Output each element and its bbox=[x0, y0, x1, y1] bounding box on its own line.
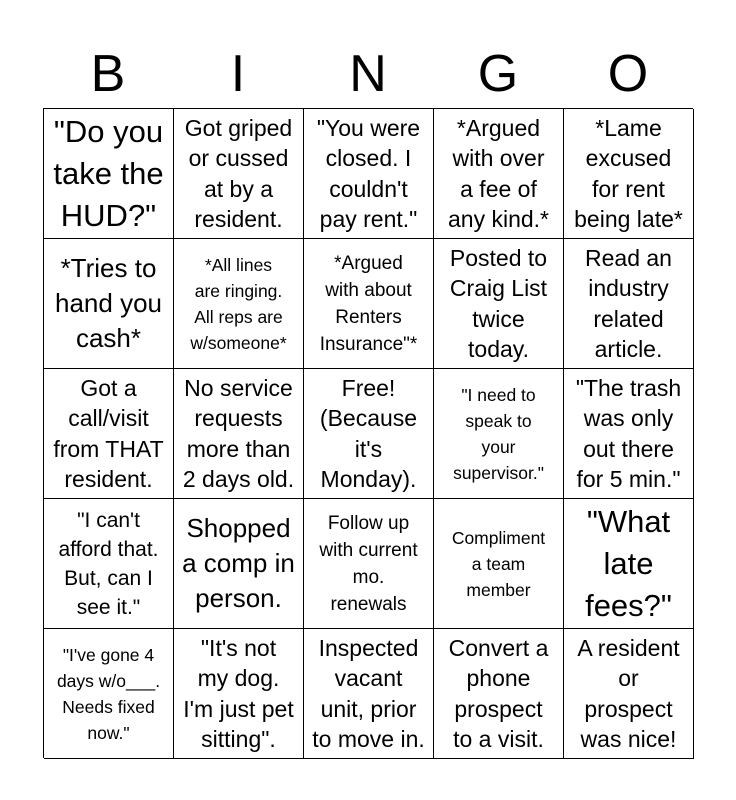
bingo-grid bbox=[43, 108, 693, 758]
header-letter-g: G bbox=[477, 45, 519, 103]
bingo-cell-text: *All lines are ringing. All reps are w/someone* bbox=[190, 254, 287, 353]
bingo-cell-text: Posted to Craig List twice today. bbox=[449, 244, 548, 362]
bingo-cell-text: Follow up with current mo. renewals bbox=[319, 512, 418, 615]
bingo-cell-r5c4[interactable] bbox=[434, 629, 564, 759]
header-letter-i: I bbox=[230, 45, 246, 103]
bingo-cell-r2c2[interactable] bbox=[174, 239, 304, 369]
bingo-cell-text: "I've gone 4 days w/o___. Needs fixed now." bbox=[56, 644, 161, 743]
bingo-cell-r5c3[interactable] bbox=[304, 629, 434, 759]
bingo-cell-r1c5[interactable] bbox=[564, 109, 694, 239]
bingo-cell-r4c3[interactable] bbox=[304, 499, 434, 629]
bingo-cell-text: "I can't afford that. But, can I see it." bbox=[58, 508, 159, 619]
bingo-cell-r3c2[interactable] bbox=[174, 369, 304, 499]
bingo-cell-text: Convert a phone prospect to a visit. bbox=[448, 634, 549, 752]
bingo-cell-text: Got a call/visit from THAT resident. bbox=[53, 374, 164, 492]
bingo-cell-text: *Argued with about Renters Insurance"* bbox=[319, 252, 418, 355]
bingo-cell-text: "It's not my dog. I'm just pet sitting". bbox=[183, 634, 294, 752]
bingo-cell-text: *Lame excused for rent being late* bbox=[574, 114, 683, 232]
bingo-cell-r3c4[interactable] bbox=[434, 369, 564, 499]
bingo-cell-r5c2[interactable] bbox=[174, 629, 304, 759]
bingo-cell-r4c2[interactable] bbox=[174, 499, 304, 629]
bingo-cell-text: No service requests more than 2 days old. bbox=[182, 374, 295, 492]
bingo-cell-r4c5[interactable] bbox=[564, 499, 694, 629]
bingo-cell-r5c5[interactable] bbox=[564, 629, 694, 759]
bingo-cell-text: "The trash was only out there for 5 min." bbox=[575, 374, 682, 492]
bingo-cell-text: Shopped a comp in person. bbox=[182, 513, 295, 613]
bingo-cell-text: Read an industry related article. bbox=[585, 244, 672, 362]
bingo-cell-r3c3[interactable] bbox=[304, 369, 434, 499]
bingo-cell-text: "I need to speak to your supervisor." bbox=[453, 384, 544, 483]
bingo-cell-r1c4[interactable] bbox=[434, 109, 564, 239]
bingo-cell-r4c4[interactable] bbox=[434, 499, 564, 629]
bingo-cell-text: Inspected vacant unit, prior to move in. bbox=[312, 634, 425, 752]
bingo-cell-r3c1[interactable] bbox=[44, 369, 174, 499]
bingo-cell-r2c3[interactable] bbox=[304, 239, 434, 369]
bingo-header bbox=[43, 40, 693, 108]
bingo-cell-r4c1[interactable] bbox=[44, 499, 174, 629]
bingo-cell-r2c4[interactable] bbox=[434, 239, 564, 369]
bingo-cell-r2c1[interactable] bbox=[44, 239, 174, 369]
bingo-cell-r2c5[interactable] bbox=[564, 239, 694, 369]
bingo-cell-text: "You were closed. I couldn't pay rent." bbox=[316, 114, 421, 232]
header-letter-n: N bbox=[349, 45, 387, 103]
bingo-cell-r5c1[interactable] bbox=[44, 629, 174, 759]
bingo-cell-r1c2[interactable] bbox=[174, 109, 304, 239]
bingo-cell-r1c3[interactable] bbox=[304, 109, 434, 239]
bingo-cell-text: Compliment a team member bbox=[451, 527, 546, 600]
bingo-cell-text: "What late fees?" bbox=[585, 503, 672, 623]
bingo-cell-text: *Tries to hand you cash* bbox=[55, 253, 162, 353]
bingo-cell-r1c1[interactable] bbox=[44, 109, 174, 239]
bingo-cell-text: Free! (Because it's Monday). bbox=[319, 374, 418, 492]
bingo-cell-r3c5[interactable] bbox=[564, 369, 694, 499]
bingo-cell-text: Got griped or cussed at by a resident. bbox=[184, 114, 293, 232]
bingo-cell-text: *Argued with over a fee of any kind.* bbox=[447, 114, 549, 232]
bingo-cell-text: "Do you take the HUD?" bbox=[53, 113, 164, 233]
header-letter-o: O bbox=[607, 45, 649, 103]
bingo-cell-text: A resident or prospect was nice! bbox=[577, 634, 680, 752]
header-letter-b: B bbox=[90, 45, 126, 103]
